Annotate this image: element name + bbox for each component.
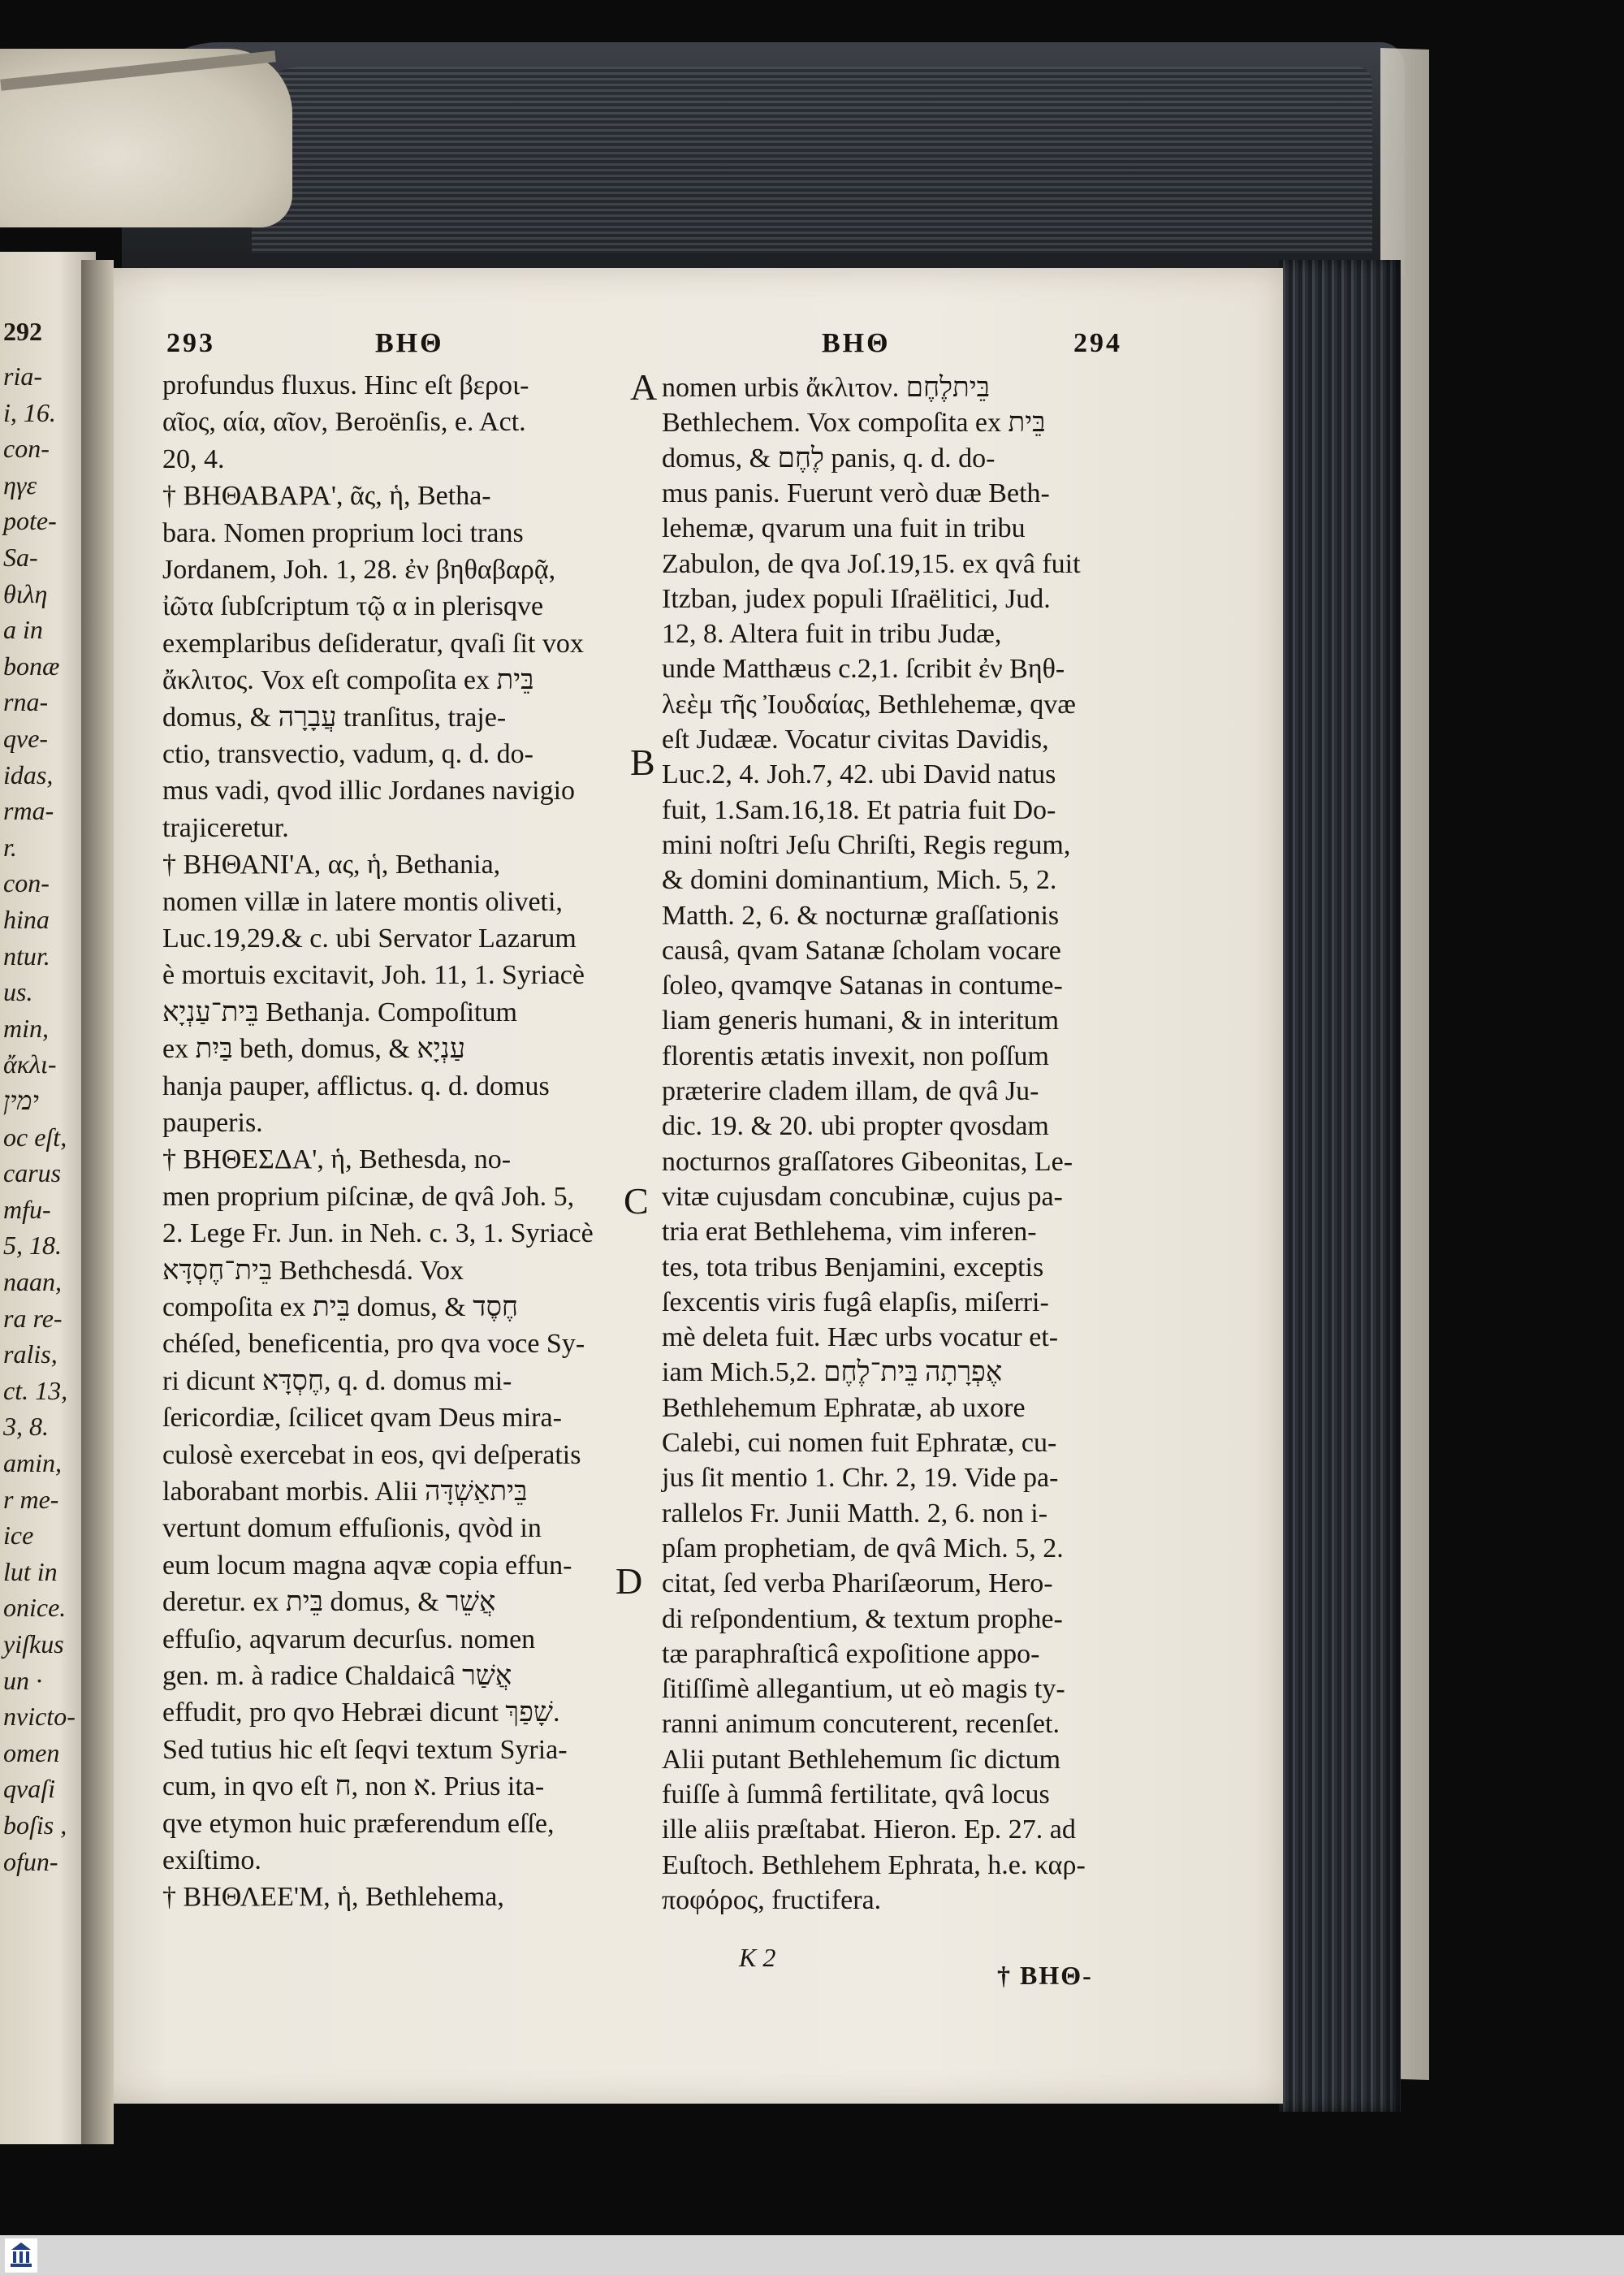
text-line: trajiceretur.: [162, 812, 289, 843]
left-page-fragment: ימין: [3, 1086, 39, 1115]
left-page-fragment: Sa-: [3, 543, 38, 572]
text-line: ille aliis præſtabat. Hieron. Ep. 27. ad: [662, 1814, 1076, 1845]
left-page-fragment: a in: [3, 615, 43, 645]
text-line: Sed tutius hic eſt ſeqvi textum Syria-: [162, 1734, 568, 1765]
text-line: αῖος, αία, αῖον, Beroënſis, e. Act.: [162, 407, 526, 438]
left-page-fragment: ntur.: [3, 941, 50, 971]
text-line: Jordanem, Joh. 1, 28. ἐν βηθαβαρᾷ,: [162, 555, 556, 585]
text-line: Calebi, cui nomen fuit Ephratæ, cu-: [662, 1428, 1057, 1458]
left-page-fragment: ct. 13,: [3, 1375, 68, 1405]
text-line: unde Matthæus c.2,1. ſcribit ἐν Βηθ-: [662, 654, 1065, 685]
text-line: ctio, transvectio, vadum, q. d. do-: [162, 739, 534, 769]
left-page-fragment: con-: [3, 434, 50, 464]
text-line: ex בַּיִת beth, domus, & עַנְיָא: [162, 1034, 465, 1065]
text-line: 2. Lege Fr. Jun. in Neh. c. 3, 1. Syriacè: [162, 1218, 594, 1249]
left-page-fragment: ra re-: [3, 1303, 63, 1333]
text-line: fuit, 1.Sam.16,18. Et patria fuit Do-: [662, 794, 1056, 825]
catchword: † ΒΗΘ-: [997, 1961, 1093, 1990]
left-page-fragment: ria-: [3, 361, 42, 391]
left-page-fragment: un ·: [3, 1665, 42, 1695]
text-line: Alii putant Bethlehemum ſic dictum: [662, 1744, 1061, 1775]
left-page-fragment: pote-: [3, 506, 57, 536]
book-top-edge: [122, 42, 1405, 278]
text-line: tæ paraphraſticâ expoſitione appo-: [662, 1638, 1040, 1669]
text-line: liam generis humani, & in interitum: [662, 1006, 1060, 1036]
running-title-left: ΒΗΘ: [375, 328, 444, 358]
left-page-fragment: onice.: [3, 1593, 67, 1623]
page-gutter: [81, 260, 114, 2144]
left-page-fragment: carus: [3, 1158, 62, 1188]
text-line: effudit, pro qvo Hebræi dicunt שָׁפַךְ.: [162, 1698, 560, 1728]
left-page-fragment: nvicto-: [3, 1702, 76, 1732]
left-page-fragment: rma-: [3, 796, 54, 826]
text-line: Bethlechem. Vox compoſita ex בֵּית: [662, 408, 1046, 439]
text-line: † ΒΗΘΑΒΑΡΑ', ᾶς, ἡ, Betha-: [162, 481, 491, 512]
text-line: vitæ cujusdam concubinæ, cujus pa-: [662, 1181, 1063, 1212]
text-line: Zabulon, de qva Joſ.19,15. ex qvâ fuit: [662, 548, 1081, 579]
margin-letter-c: C: [624, 1180, 649, 1222]
text-line: Luc.19,29.& c. ubi Servator Lazarum: [162, 923, 577, 954]
left-page-fragment: ηγε: [3, 469, 37, 500]
bottom-band: [0, 2235, 1624, 2275]
text-line: ſericordiæ, ſcilicet qvam Deus mira-: [162, 1403, 562, 1434]
left-page-fragment: naan,: [3, 1267, 62, 1296]
text-line: ἄκλιτος. Vox eſt compoſita ex בֵּית: [162, 665, 534, 696]
left-page-fragment: qve-: [3, 724, 49, 753]
text-line: di reſpondentium, & textum prophe-: [662, 1603, 1063, 1634]
left-page-fragment: ἄκλι-: [3, 1049, 57, 1079]
text-line: effuſio, aqvarum decurſus. nomen: [162, 1624, 536, 1654]
text-line: exemplaribus deſideratur, qvaſi ſit vox: [162, 628, 584, 659]
left-page-fragment: r me-: [3, 1484, 59, 1514]
left-page-fragment: rna-: [3, 687, 49, 717]
left-page-fragment: r.: [3, 832, 17, 862]
text-line: domus, & עֲבָרָה tranſitus, traje-: [162, 702, 507, 733]
page-number-right: 294: [1073, 328, 1122, 358]
text-line: præterire cladem illam, de qvâ Ju-: [662, 1076, 1039, 1106]
text-line: ranni animum concuterent, recenſet.: [662, 1709, 1060, 1740]
text-line: laborabant morbis. Alii בֵּיתאַשְׁדָּה: [162, 1477, 528, 1507]
text-line: ſoleo, qvamqve Satanas in contume-: [662, 971, 1063, 1001]
left-page-fragment: ice: [3, 1520, 34, 1551]
text-line: ἰῶτα ſubſcriptum τῷ α in plerisqve: [162, 591, 544, 622]
text-line: † ΒΗΘΕΣΔΑ', ἡ, Bethesda, no-: [162, 1144, 512, 1175]
text-line: florentis ætatis invexit, non poſſum: [662, 1040, 1049, 1071]
text-line: è mortuis excitavit, Joh. 11, 1. Syriacè: [162, 960, 585, 991]
text-line: 12, 8. Altera fuit in tribu Judæ,: [662, 619, 1002, 650]
text-line: eum locum magna aqvæ copia effun-: [162, 1550, 572, 1581]
text-line: culosè exercebat in eos, qvi deſperatis: [162, 1439, 581, 1470]
text-line: בֵּית־עַנְיָא Bethanja. Compoſitum: [162, 997, 517, 1027]
page-number-left: 293: [166, 328, 215, 358]
text-line: Bethlehemum Ephratæ, ab uxore: [662, 1392, 1026, 1423]
text-line: dic. 19. & 20. ubi propter qvosdam: [662, 1111, 1049, 1142]
text-line: bara. Nomen proprium loci trans: [162, 517, 524, 548]
margin-letter-a: A: [630, 366, 658, 408]
text-line: ſexcentis viris fugâ elapſis, miſerri-: [662, 1287, 1049, 1317]
left-page-fragment: amin,: [3, 1448, 62, 1477]
text-line: deretur. ex בֵּית domus, & אֲשֵׁר: [162, 1587, 496, 1618]
text-line: λεὲμ τῆς Ἰουδαίας, Bethlehemæ, qvæ: [662, 689, 1076, 720]
text-line: & domini dominantium, Mich. 5, 2.: [662, 865, 1057, 896]
text-line: jus ſit mentio 1. Chr. 2, 19. Vide pa-: [662, 1463, 1059, 1494]
text-line: men proprium piſcinæ, de qvâ Joh. 5,: [162, 1181, 575, 1212]
text-line: cum, in qvo eſt ח, non א. Prius ita-: [162, 1771, 545, 1802]
left-page-fragment: omen: [3, 1737, 60, 1767]
left-page-fragment: qvaſi: [3, 1774, 55, 1804]
left-page-number: 292: [3, 317, 42, 346]
text-line: mus vadi, qvod illic Jordanes navigio: [162, 776, 576, 807]
text-line: pſam prophetiam, de qvâ Mich. 5, 2.: [662, 1533, 1064, 1564]
text-line: vertunt domum effuſionis, qvòd in: [162, 1513, 542, 1544]
left-page-fragment: yiſkus: [3, 1629, 64, 1659]
text-line: ποφόρος, fructifera.: [662, 1884, 882, 1915]
text-line: iam Mich.5,2. אֶפְרָתָה בֵּית־לֶחֶם: [662, 1357, 1003, 1388]
text-line: domus, & לֶחֶם panis, q. d. do-: [662, 443, 996, 474]
text-line: gen. m. à radice Chaldaicâ אֲשַׁר: [162, 1661, 512, 1691]
left-page-fragment: 3, 8.: [3, 1412, 49, 1442]
text-line: ri dicunt חֶסְדָּא, q. d. domus mi-: [162, 1365, 512, 1396]
text-line: hanja pauper, afflictus. q. d. domus: [162, 1070, 550, 1101]
text-line: mè deleta fuit. Hæc urbs vocatur et-: [662, 1322, 1059, 1353]
left-page-fragment: ralis,: [3, 1339, 58, 1369]
text-line: Luc.2, 4. Joh.7, 42. ubi David natus: [662, 759, 1056, 790]
left-page-fragment: lut in: [3, 1556, 58, 1586]
text-line: qve etymon huic præferendum eſſe,: [162, 1808, 555, 1839]
book-fore-edge: [1279, 260, 1401, 2112]
left-page-fragment: ofun-: [3, 1846, 58, 1876]
text-line: fuiſſe à ſummâ fertilitate, qvâ locus: [662, 1780, 1050, 1810]
text-line: rallelos Fr. Junii Matth. 2, 6. non i-: [662, 1498, 1048, 1529]
text-line: mini noſtri Jeſu Chriſti, Regis regum,: [662, 829, 1071, 860]
left-page-fragment: oc eſt,: [3, 1122, 67, 1152]
left-page-fragment: min,: [3, 1013, 49, 1043]
text-line: compoſita ex בֵּית domus, & חֶסֶד: [162, 1292, 519, 1322]
text-line: † ΒΗΘΛΕΕ'Μ, ἡ, Bethlehema,: [162, 1882, 504, 1913]
left-page-fragment: boſis ,: [3, 1810, 67, 1840]
text-line: 20, 4.: [162, 443, 225, 474]
text-line: nomen urbis ἄκλιτον. בֵּיתלֶחֶם: [662, 373, 991, 403]
text-line: causâ, qvam Satanæ ſcholam vocare: [662, 935, 1061, 966]
text-line: tria erat Bethlehema, vim inferen-: [662, 1217, 1037, 1248]
text-line: בֵּית־חֶסְדָּא Bethchesdá. Vox: [162, 1255, 464, 1286]
signature-mark: K 2: [739, 1943, 776, 1972]
left-page-fragment: mfu-: [3, 1194, 51, 1224]
left-page-fragment: hina: [3, 905, 50, 934]
text-line: citat, ſed verba Phariſæorum, Hero-: [662, 1568, 1053, 1599]
margin-letter-d: D: [615, 1560, 643, 1602]
left-page-fragment: us.: [3, 977, 33, 1007]
text-line: nomen villæ in latere montis oliveti,: [162, 886, 563, 917]
left-page-fragment: 5, 18.: [3, 1230, 62, 1261]
text-line: Euſtoch. Bethlehem Ephrata, h.e. καρ-: [662, 1849, 1086, 1880]
text-line: ſitiſſimè allegantium, ut eò magis ty-: [662, 1674, 1065, 1705]
text-line: exiſtimo.: [162, 1845, 261, 1875]
text-line: profundus fluxus. Hinc eſt βεροι-: [162, 370, 529, 400]
text-line: pauperis.: [162, 1108, 263, 1138]
text-line: chéſed, beneficentia, pro qva voce Sy-: [162, 1329, 585, 1360]
text-line: Itzban, judex populi Iſraëlitici, Jud.: [662, 583, 1051, 614]
left-page-fragment: i, 16.: [3, 397, 56, 427]
text-line: mus panis. Fuerunt verò duæ Beth-: [662, 478, 1050, 508]
left-page-fragment: con-: [3, 868, 50, 898]
text-line: tes, tota tribus Benjamini, exceptis: [662, 1252, 1044, 1282]
margin-letter-b: B: [630, 742, 655, 783]
text-line: Matth. 2, 6. & nocturnæ graſſationis: [662, 900, 1060, 931]
left-page-fragment: θιλη: [3, 578, 48, 608]
library-logo-icon: [5, 2238, 37, 2273]
text-line: nocturnos graſſatores Gibeonitas, Le-: [662, 1146, 1073, 1177]
text-line: † ΒΗΘΑΝΙ'Α, ας, ἡ, Bethania,: [162, 850, 501, 880]
text-line: eſt Judææ. Vocatur civitas Davidis,: [662, 724, 1049, 755]
left-page-fragment: bonæ: [3, 651, 60, 681]
text-line: lehemæ, qvarum una fuit in tribu: [662, 513, 1026, 544]
running-title-right: ΒΗΘ: [822, 328, 891, 358]
left-page-fragment: idas,: [3, 759, 54, 789]
